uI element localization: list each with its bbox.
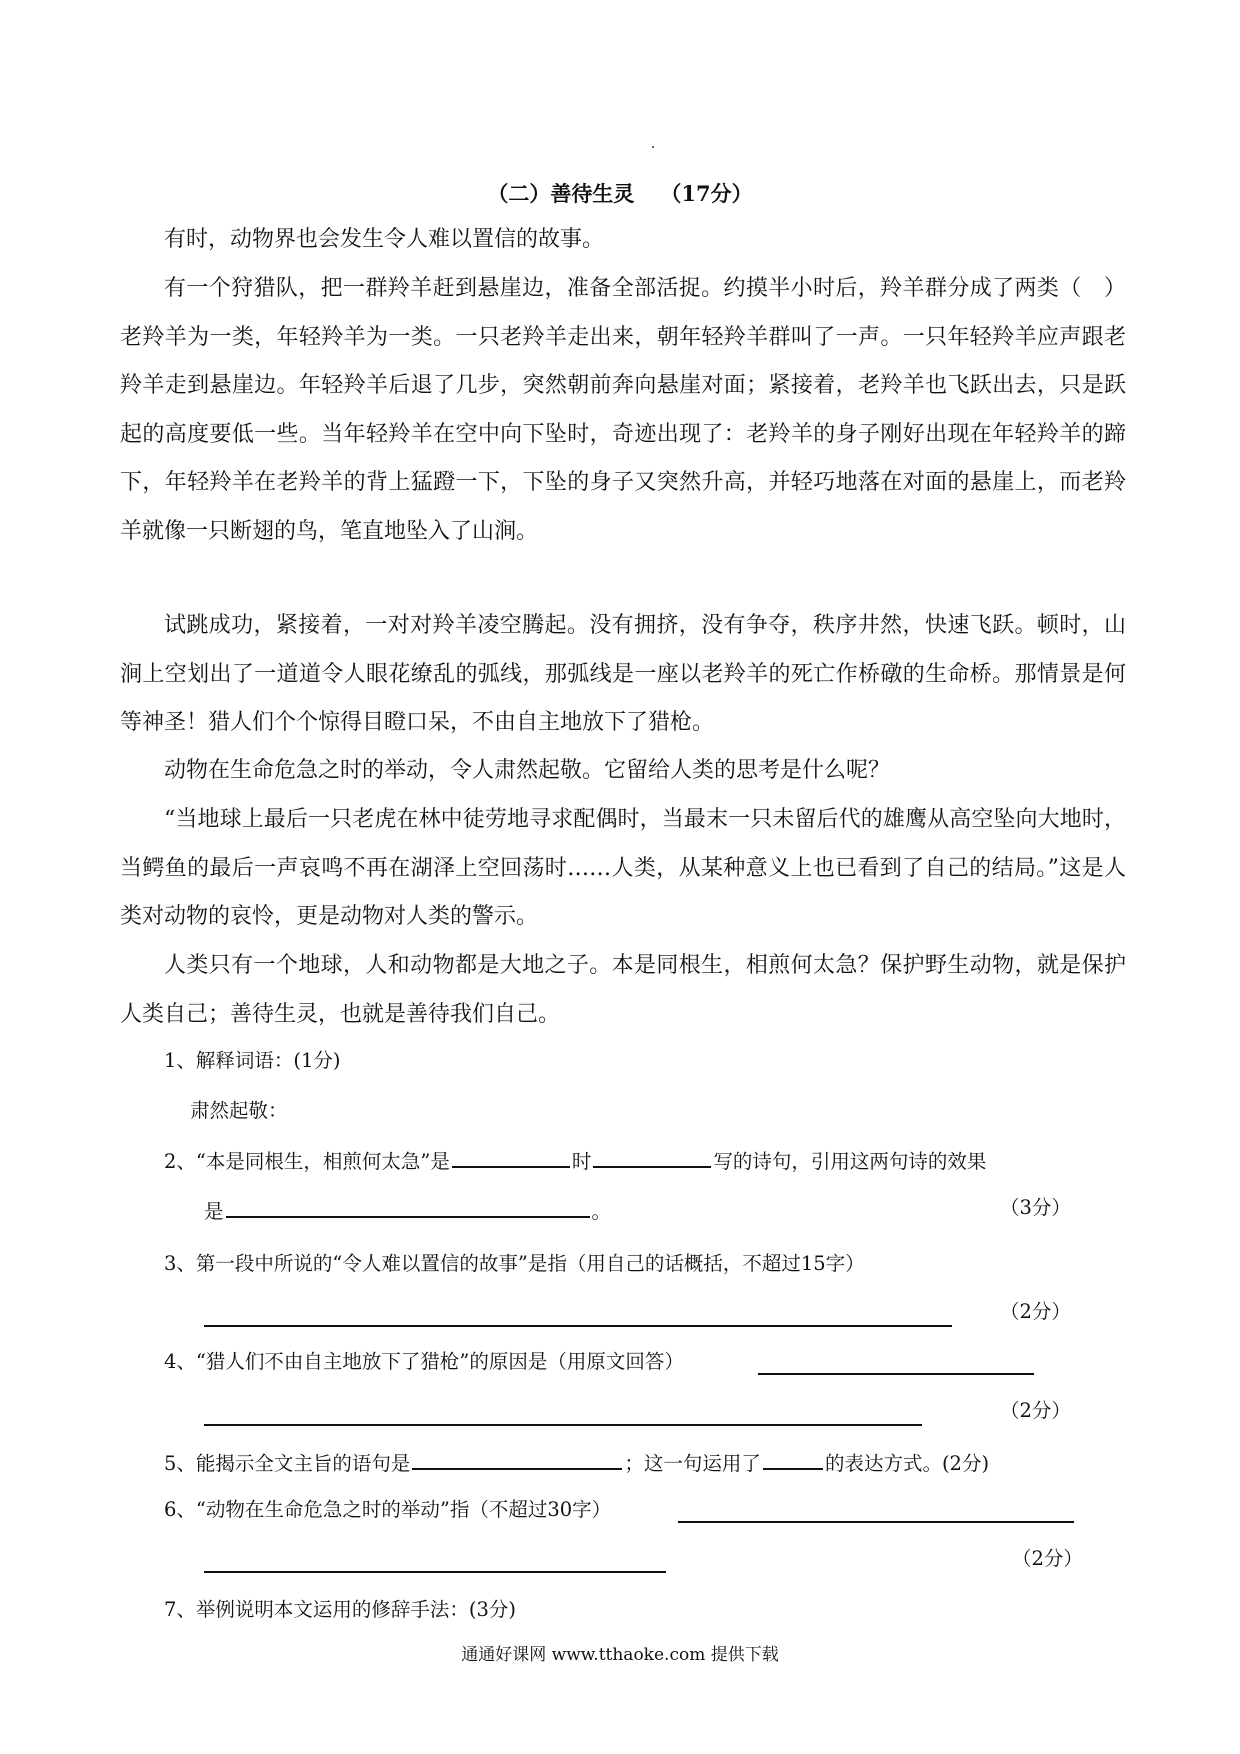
- question-2-part-b: 时: [571, 1150, 592, 1173]
- passage-paragraph-3: 试跳成功，紧接着，一对对羚羊凌空腾起。没有拥挤，没有争夺，秩序井然，快速飞跃。顿时，山涧上空划出了一道道令人眼花缭乱的弧线，那弧线是一座以老羚羊的死亡作桥礅的生命桥。那情景是何等神圣！猎人们个个惊得目瞪口呆，不由自主地放下了猎枪。: [120, 613, 1126, 735]
- answer-blank-dynasty[interactable]: [452, 1144, 570, 1168]
- question-5-part-b: ；这一句运用了: [624, 1452, 761, 1475]
- question-6-score: （2分）: [1012, 1547, 1083, 1570]
- page-footer: 通通好课网 www.tthaoke.com 提供下载: [461, 1645, 779, 1665]
- question-4-score: （2分）: [1000, 1399, 1071, 1422]
- passage-paragraph-1: 有时，动物界也会发生令人难以置信的故事。: [164, 227, 605, 252]
- question-2-score: （3分）: [1000, 1196, 1071, 1219]
- passage-paragraph-4: 动物在生命危急之时的举动，令人肃然起敬。它留给人类的思考是什么呢？: [164, 758, 891, 783]
- question-2-part-e: 。: [591, 1200, 612, 1223]
- scan-speck: [652, 146, 654, 148]
- passage-paragraph-5: “当地球上最后一只老虎在林中徒劳地寻求配偶时，当最末一只未留后代的雄鹰从高空坠向大地时，当鳄鱼的最后一声哀鸣不再在湖泽上空回荡时……人类，从某种意义上也已看到了自己的结局。”这是人类对动物的哀怜，更是动物对人类的警示。: [120, 807, 1126, 929]
- section-title-text: （二）善待生灵: [487, 181, 635, 206]
- answer-blank-author[interactable]: [593, 1144, 711, 1168]
- section-score: （17分）: [660, 181, 753, 206]
- answer-line-question-6-b[interactable]: [204, 1571, 666, 1573]
- question-1: 1、解释词语：(1分): [164, 1049, 341, 1072]
- section-title: [0, 178, 1240, 208]
- question-5-part-c: 的表达方式。(2分): [824, 1452, 990, 1475]
- question-2-part-c: 写的诗句，引用这两句诗的效果: [713, 1150, 987, 1173]
- question-2-part-a: 2、“本是同根生，相煎何太急”是: [164, 1150, 450, 1173]
- answer-blank-expression-mode[interactable]: [763, 1446, 823, 1470]
- answer-blank-effect[interactable]: [226, 1194, 590, 1218]
- answer-line-question-6-a[interactable]: [678, 1521, 1074, 1523]
- answer-blank-theme-sentence[interactable]: [412, 1446, 622, 1470]
- answer-line-question-4-a[interactable]: [758, 1373, 1034, 1375]
- question-2-part-d: 是: [204, 1200, 224, 1223]
- answer-line-question-3[interactable]: [204, 1325, 952, 1327]
- passage-paragraph-2: 有一个狩猎队，把一群羚羊赶到悬崖边，准备全部活捉。约摸半小时后，羚羊群分成了两类（ ）老羚羊为一类，年轻羚羊为一类。一只老羚羊走出来，朝年轻羚羊群叫了一声。一只年轻羚羊应声跟老羚羊走到悬崖边。年轻羚羊后退了几步，突然朝前奔向悬崖对面；紧接着，老羚羊也飞跃出去，只是跃起的高度要低一些。当年轻羚羊在空中向下坠时，奇迹出现了：老羚羊的身子刚好出现在年轻羚羊的蹄下，年轻羚羊在老羚羊的背上猛蹬一下，下坠的身子又突然升高，并轻巧地落在对面的悬崖上，而老羚羊就像一只断翅的鸟，笔直地坠入了山涧。: [120, 276, 1126, 544]
- answer-line-question-4-b[interactable]: [204, 1424, 922, 1426]
- question-2: [164, 1144, 1124, 1176]
- question-7: 7、举例说明本文运用的修辞手法：(3分): [164, 1598, 517, 1621]
- question-5: [164, 1446, 1124, 1478]
- question-4: 4、“猎人们不由自主地放下了猎枪”的原因是（用原文回答）: [164, 1350, 684, 1373]
- passage-paragraph-6: 人类只有一个地球，人和动物都是大地之子。本是同根生，相煎何太急？保护野生动物，就是保护人类自己；善待生灵，也就是善待我们自己。: [120, 953, 1126, 1027]
- question-5-part-a: 5、能揭示全文主旨的语句是: [164, 1452, 411, 1475]
- question-6: 6、“动物在生命危急之时的举动”指（不超过30字）: [164, 1498, 612, 1521]
- question-1-term: 肃然起敬：: [190, 1099, 288, 1122]
- question-3-score: （2分）: [1000, 1300, 1071, 1323]
- question-3: 3、第一段中所说的“令人难以置信的故事”是指（用自己的话概括，不超过15字）: [164, 1252, 865, 1275]
